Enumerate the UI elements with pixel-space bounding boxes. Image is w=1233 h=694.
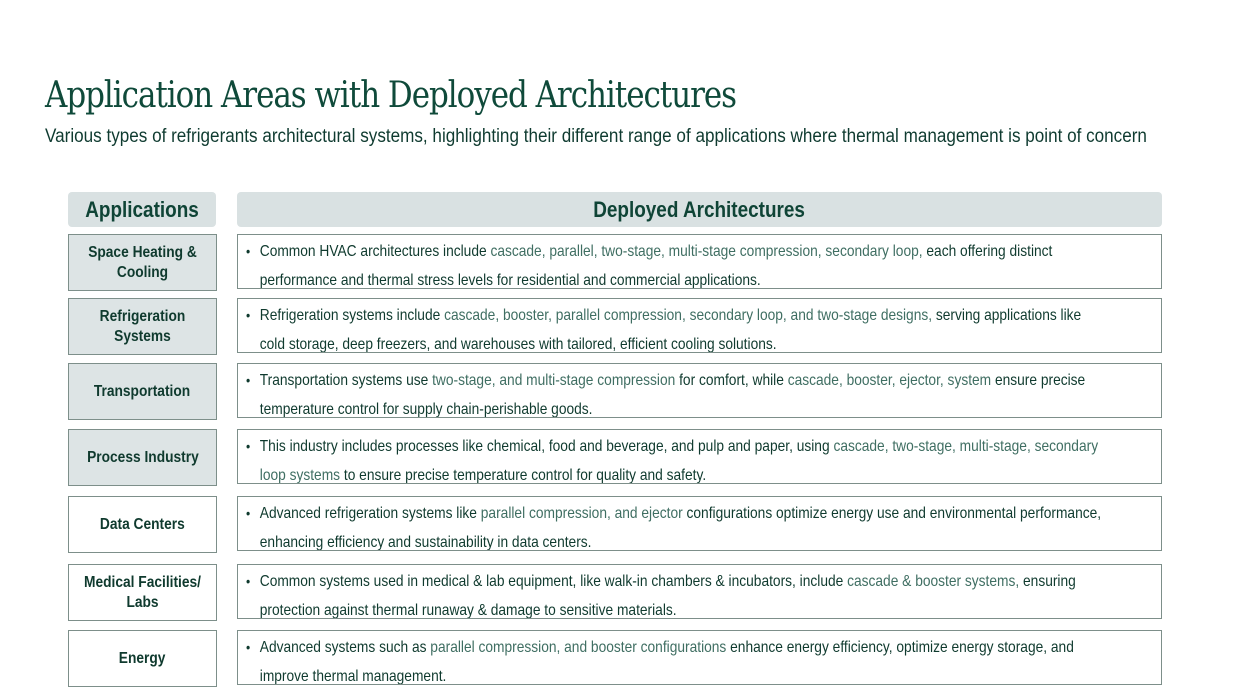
application-cell <box>68 363 217 420</box>
applications-header-label: Applications <box>85 196 199 222</box>
architecture-description <box>260 301 1141 353</box>
architecture-cell <box>237 234 1162 289</box>
bullet-icon: • <box>246 307 251 323</box>
architecture-cell <box>237 298 1162 353</box>
architecture-text: Common HVAC architectures include <box>259 243 491 260</box>
architecture-cell <box>237 429 1162 484</box>
architectures-header-label: Deployed Architectures <box>593 196 806 222</box>
architecture-text: Advanced systems such as <box>259 639 431 656</box>
architecture-description <box>260 432 1141 484</box>
application-label: Energy <box>119 649 166 667</box>
architecture-cell <box>237 363 1162 418</box>
architecture-text: serving applications like cold storage, deep freezers, and warehouses with tailored, efficient cooling solutions. <box>259 307 1082 353</box>
page-title: Application Areas with Deployed Architectures <box>45 75 737 116</box>
architecture-highlight: cascade, parallel, two-stage, multi-stage compression, secondary loop, <box>490 243 923 260</box>
architecture-highlight: parallel compression, and booster configurations <box>430 639 727 656</box>
application-label: Medical Facilities/ Labs <box>83 573 202 611</box>
architecture-description <box>260 567 1141 619</box>
architecture-text: Transportation systems use <box>259 372 433 389</box>
architecture-description <box>260 499 1141 551</box>
architecture-highlight: cascade, two-stage, multi-stage, secondary loop systems <box>259 438 1099 484</box>
architecture-text: ensure precise temperature control for supply chain-perishable goods. <box>259 372 1086 418</box>
architecture-text: Advanced refrigeration systems like <box>259 505 481 522</box>
application-cell <box>68 298 217 355</box>
bullet-icon: • <box>246 505 251 521</box>
architecture-description <box>260 633 1141 685</box>
architecture-highlight: parallel compression, and ejector <box>480 505 683 522</box>
architecture-text: to ensure precise temperature control for quality and safety. <box>340 467 707 484</box>
architecture-highlight: cascade & booster systems, <box>847 573 1020 590</box>
bullet-icon: • <box>246 573 251 589</box>
application-label: Process Industry <box>86 448 199 466</box>
architecture-cell <box>237 630 1162 685</box>
bullet-icon: • <box>246 639 251 655</box>
architecture-text: ensuring protection against thermal runaway & damage to sensitive materials. <box>259 573 1076 619</box>
page-subtitle: Various types of refrigerants architectural systems, highlighting their different range of applications where thermal management is point of concern <box>45 126 1147 147</box>
architecture-text: This industry includes processes like chemical, food and beverage, and pulp and paper, using <box>259 438 834 455</box>
architecture-text: Refrigeration systems include <box>259 307 445 324</box>
application-cell <box>68 429 217 486</box>
architectures-header <box>237 192 1162 227</box>
architecture-text: for comfort, while <box>675 372 788 389</box>
application-cell <box>68 564 217 621</box>
application-label: Transportation <box>94 382 191 400</box>
applications-header <box>68 192 216 227</box>
architecture-highlight: two-stage, and multi-stage compression <box>432 372 676 389</box>
bullet-icon: • <box>246 243 251 259</box>
application-label: Space Heating & Cooling <box>88 243 197 281</box>
application-cell <box>68 234 217 291</box>
bullet-icon: • <box>246 438 251 454</box>
architecture-highlight: cascade, booster, parallel compression, secondary loop, and two-stage designs, <box>444 307 933 324</box>
architecture-highlight: cascade, booster, ejector, system <box>787 372 992 389</box>
application-label: Refrigeration Systems <box>99 307 186 345</box>
application-cell <box>68 496 217 553</box>
architecture-text: enhance energy efficiency, optimize energy storage, and improve thermal management. <box>259 639 1074 685</box>
architecture-text: configurations optimize energy use and environmental performance, enhancing efficiency and sustainability in data centers. <box>259 505 1102 551</box>
architecture-description <box>260 366 1141 418</box>
application-label: Data Centers <box>100 515 185 533</box>
architecture-text: each offering distinct performance and thermal stress levels for residential and commercial applications. <box>259 243 1053 289</box>
architecture-cell <box>237 496 1162 551</box>
architecture-cell <box>237 564 1162 619</box>
architecture-description <box>260 237 1141 289</box>
application-cell <box>68 630 217 687</box>
bullet-icon: • <box>246 372 251 388</box>
architecture-text: Common systems used in medical & lab equipment, like walk-in chambers & incubators, include <box>259 573 848 590</box>
